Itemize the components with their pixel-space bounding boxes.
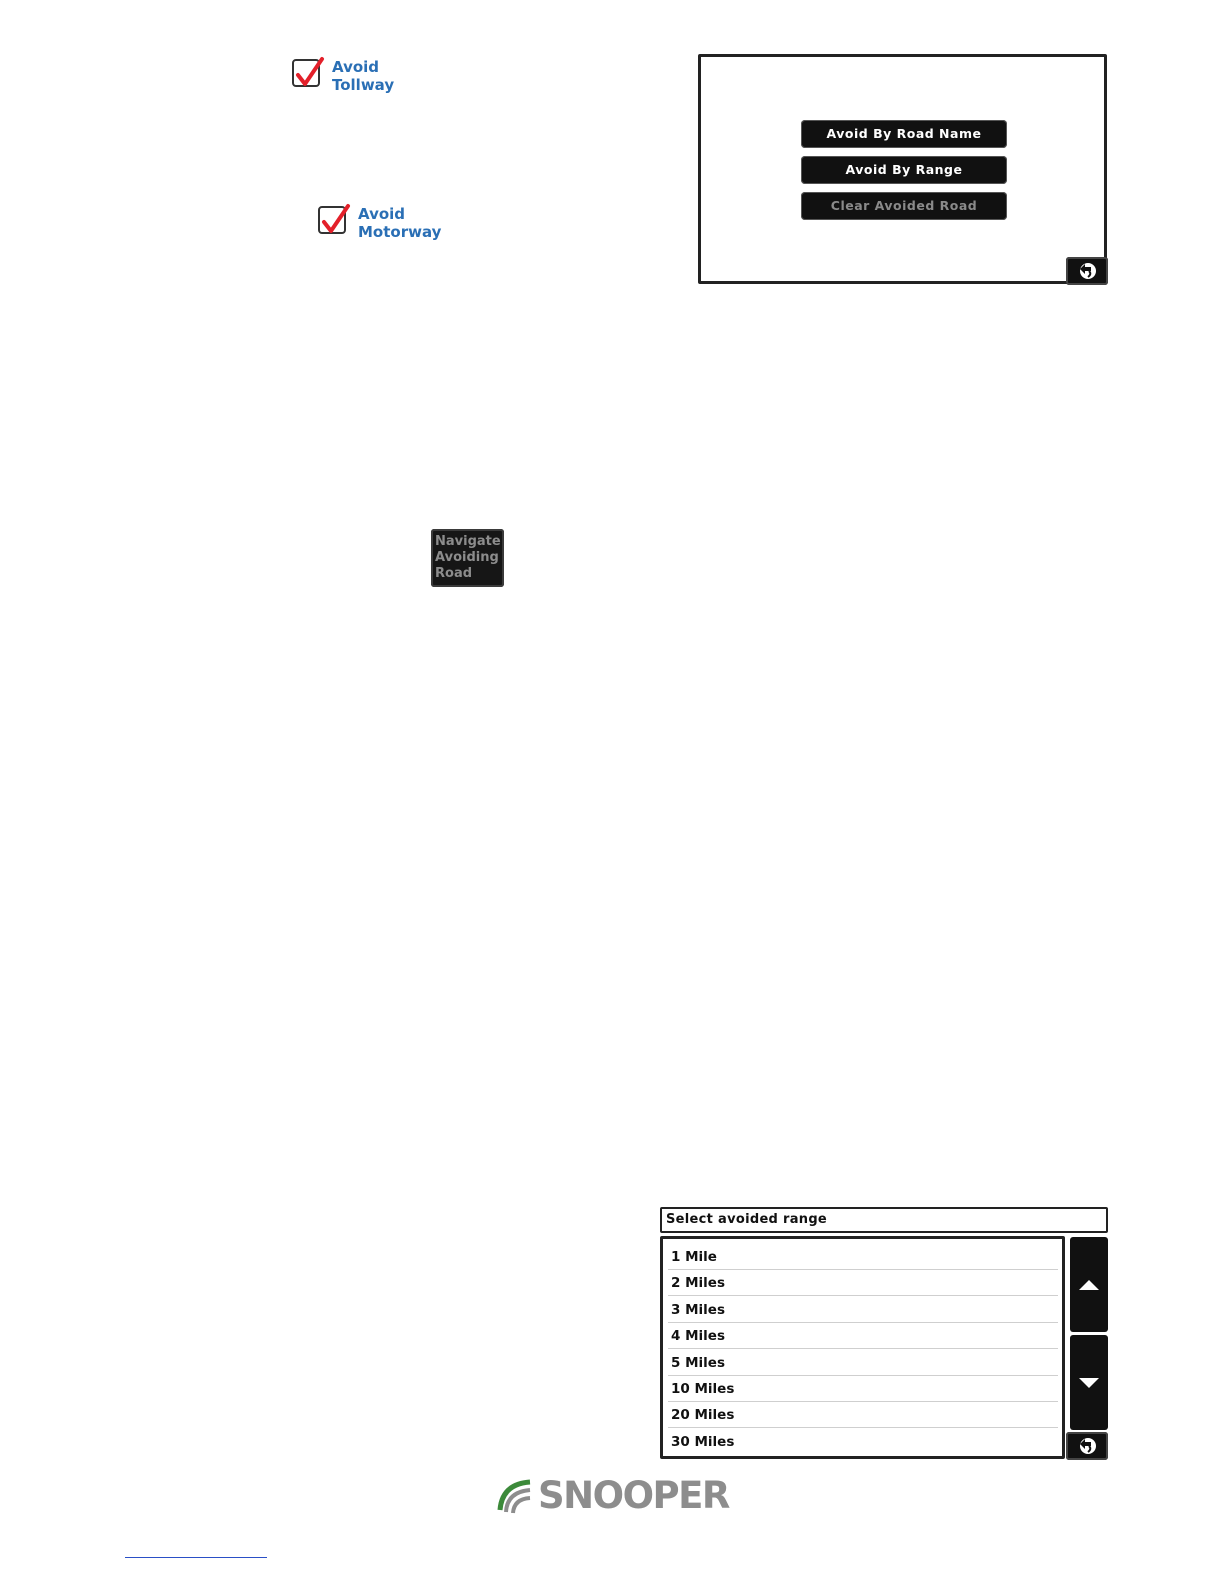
range-option-2-miles[interactable]: 2 Miles bbox=[668, 1270, 1058, 1296]
range-option-20-miles[interactable]: 20 Miles bbox=[668, 1402, 1058, 1428]
checkmark-icon bbox=[292, 55, 326, 91]
back-arrow-icon bbox=[1076, 1436, 1098, 1456]
avoid-by-range-button[interactable]: Avoid By Range bbox=[801, 156, 1007, 184]
footer-link-underline[interactable] bbox=[125, 1557, 267, 1558]
navigate-avoiding-road-button[interactable]: Navigate Avoiding Road bbox=[431, 529, 504, 587]
avoid-tollway-checkbox[interactable] bbox=[292, 59, 320, 87]
triangle-up-icon bbox=[1078, 1279, 1100, 1291]
scroll-down-button[interactable] bbox=[1070, 1335, 1108, 1430]
range-option-1-mile[interactable]: 1 Mile bbox=[668, 1244, 1058, 1270]
snooper-logo bbox=[496, 1476, 729, 1516]
range-option-5-miles[interactable]: 5 Miles bbox=[668, 1350, 1058, 1376]
scroll-up-button[interactable] bbox=[1070, 1237, 1108, 1332]
back-arrow-icon bbox=[1076, 261, 1098, 281]
range-back-button[interactable] bbox=[1066, 1432, 1108, 1460]
range-option-4-miles[interactable]: 4 Miles bbox=[668, 1323, 1058, 1349]
snooper-logo-text: SNOOPER bbox=[538, 1474, 729, 1517]
range-options-list bbox=[660, 1236, 1065, 1459]
triangle-down-icon bbox=[1078, 1377, 1100, 1389]
range-option-30-miles[interactable]: 30 Miles bbox=[671, 1434, 735, 1450]
range-option-3-miles[interactable]: 3 Miles bbox=[668, 1297, 1058, 1323]
avoid-motorway-label: Avoid Motorway bbox=[358, 205, 442, 241]
snooper-logo-mark-icon bbox=[496, 1476, 536, 1516]
back-button[interactable] bbox=[1066, 257, 1108, 285]
avoid-road-menu-screen bbox=[698, 54, 1107, 284]
avoid-tollway-option[interactable] bbox=[292, 58, 394, 94]
range-option-10-miles[interactable]: 10 Miles bbox=[668, 1376, 1058, 1402]
checkmark-icon bbox=[318, 202, 352, 238]
avoid-motorway-option[interactable] bbox=[318, 205, 441, 241]
clear-avoided-road-button[interactable]: Clear Avoided Road bbox=[801, 192, 1007, 220]
avoid-by-road-name-button[interactable]: Avoid By Road Name bbox=[801, 120, 1007, 148]
range-select-title: Select avoided range bbox=[660, 1207, 1108, 1233]
avoid-motorway-checkbox[interactable] bbox=[318, 206, 346, 234]
avoid-tollway-label: Avoid Tollway bbox=[332, 58, 395, 94]
